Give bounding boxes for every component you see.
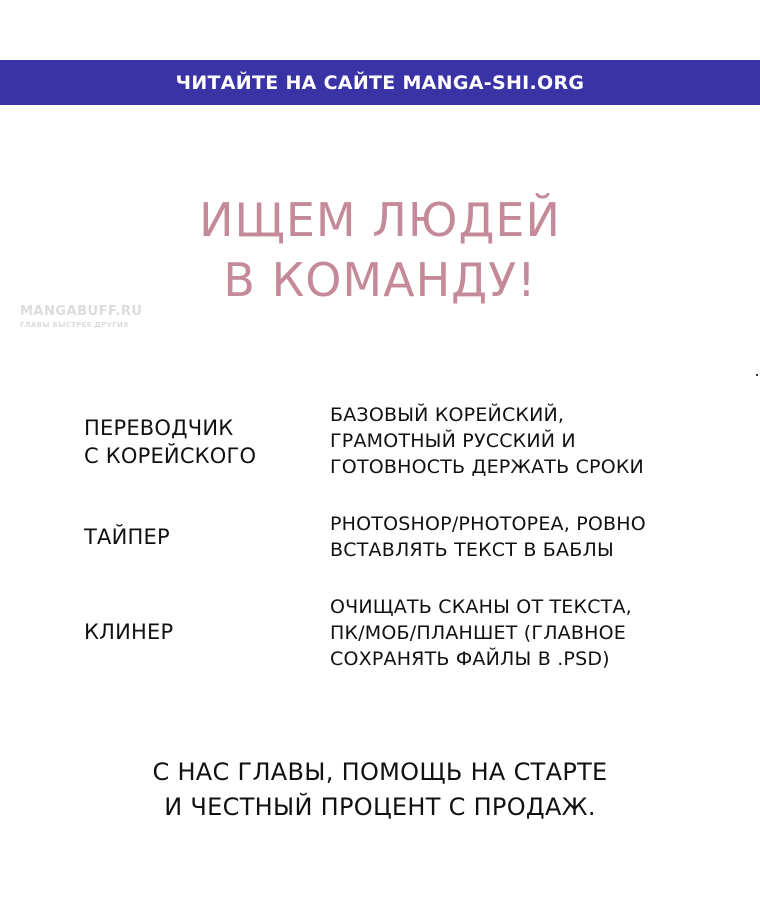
role-name-line: С КОРЕЙСКОГО (84, 444, 257, 468)
role-name (84, 523, 170, 551)
role-name (84, 618, 173, 646)
footer-line-2: И ЧЕСТНЫЙ ПРОЦЕНТ С ПРОДАЖ. (164, 793, 596, 821)
footer-line-1: С НАС ГЛАВЫ, ПОМОЩЬ НА СТАРТЕ (152, 758, 608, 786)
footer-offer (0, 755, 760, 825)
role-desc-line: СОХРАНЯТЬ ФАЙЛЫ В .PSD) (330, 648, 610, 670)
role-description (330, 511, 646, 563)
role-description (330, 594, 632, 672)
role-desc-line: БАЗОВЫЙ КОРЕЙСКИЙ, (330, 404, 565, 426)
watermark (20, 304, 170, 329)
role-description (330, 402, 644, 480)
role-desc-line: ПК/МОБ/ПЛАНШЕТ (ГЛАВНОЕ (330, 622, 626, 644)
role-desc-line: ГРАМОТНЫЙ РУССКИЙ И (330, 430, 576, 452)
banner-text: ЧИТАЙТЕ НА САЙТЕ MANGA-SHI.ORG (175, 71, 585, 94)
role-name-line: ПЕРЕВОДЧИК (84, 416, 234, 440)
role-desc-line: ОЧИЩАТЬ СКАНЫ ОТ ТЕКСТА, (330, 596, 632, 618)
role-name-line: ТАЙПЕР (84, 525, 170, 549)
headline-line-1: ИЩЕМ ЛЮДЕЙ (199, 193, 561, 247)
site-banner (0, 60, 760, 105)
role-name-line: КЛИНЕР (84, 620, 174, 644)
headline-line-2: В КОМАНДУ! (223, 253, 537, 307)
stray-dot (756, 374, 758, 376)
watermark-main: MANGABUFF.RU (20, 304, 143, 319)
role-desc-line: ВСТАВЛЯТЬ ТЕКСТ В БАБЛЫ (330, 539, 614, 561)
role-desc-line: PHOTOSHOP/PHOTOPEA, РОВНО (330, 513, 646, 535)
role-name (84, 414, 256, 470)
role-desc-line: ГОТОВНОСТЬ ДЕРЖАТЬ СРОКИ (330, 456, 644, 478)
watermark-sub: ГЛАВЫ БЫСТРЕЕ ДРУГИХ (20, 321, 129, 329)
headline (0, 190, 760, 310)
